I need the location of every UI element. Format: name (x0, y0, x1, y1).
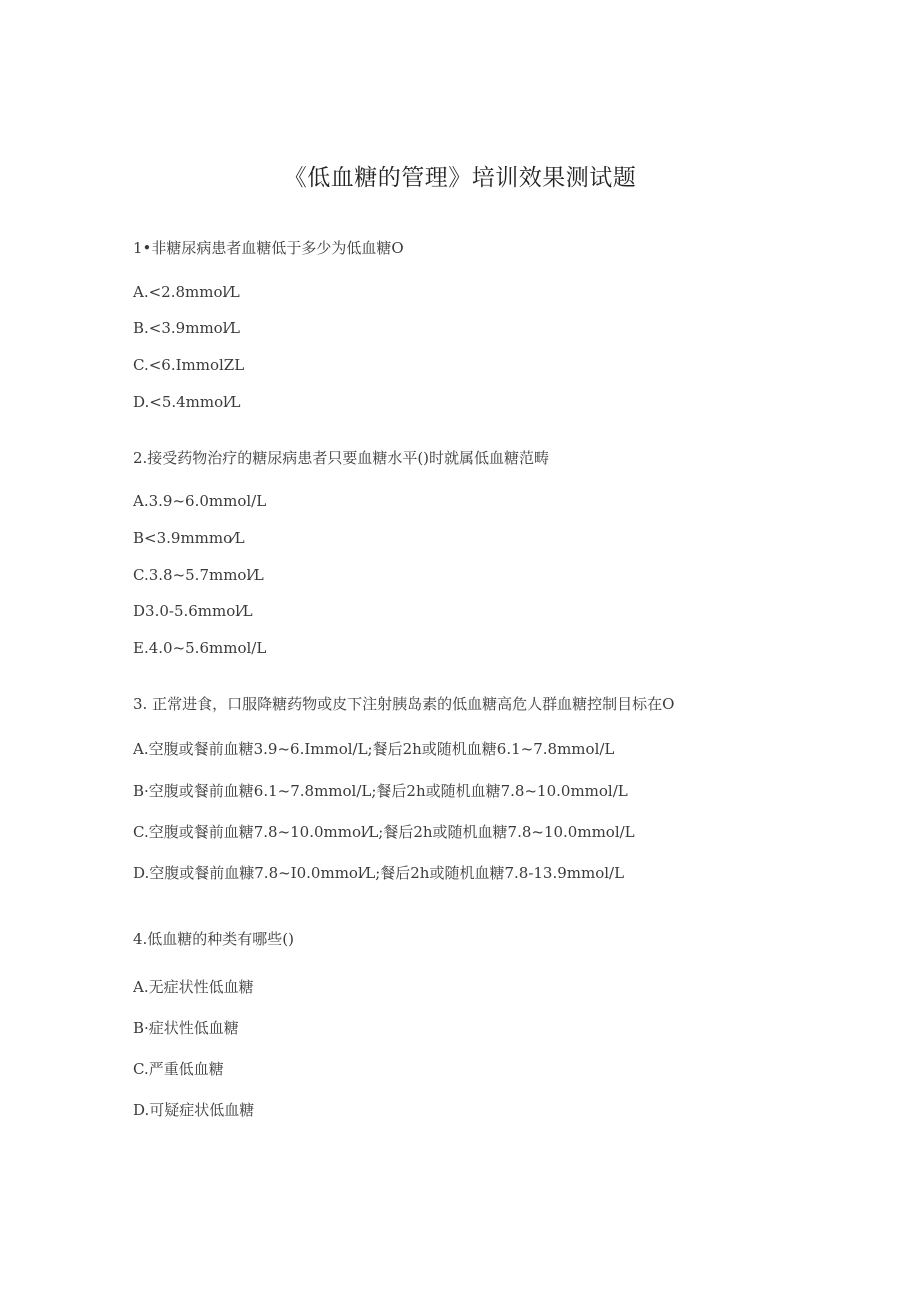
question-1-option-a: A.<2.8mmol⁄L (133, 283, 240, 301)
question-4-option-c: C.严重低血糖 (133, 1060, 224, 1078)
question-2-option-e: E.4.0~5.6mmol/L (133, 639, 267, 657)
question-1-option-b: B.<3.9mmol⁄L (133, 319, 240, 337)
question-4-option-a: A.无症状性低血糖 (133, 978, 254, 996)
question-2-option-a: A.3.9~6.0mmol/L (133, 492, 267, 510)
question-4-option-d: D.可疑症状低血糖 (133, 1101, 255, 1119)
question-1-option-c: C.<6.ImmolZL (133, 356, 245, 374)
question-2-stem: 2.接受药物治疗的糖尿病患者只要血糖水平()时就属低血糖范畴 (133, 449, 550, 467)
question-3-stem: 3. 正常进食，口服降糖药物或皮下注射胰岛素的低血糖高危人群血糖控制目标在O (133, 695, 675, 713)
question-2-option-b: B<3.9mmmo⁄L (133, 529, 245, 547)
question-4-stem: 4.低血糖的种类有哪些() (133, 930, 295, 948)
question-1-stem: 1•非糖尿病患者血糖低于多少为低血糖O (133, 239, 404, 257)
question-1-option-d: D.<5.4mmol⁄L (133, 393, 241, 411)
question-3-option-c: C.空腹或餐前血糖7.8~10.0mmol⁄L;餐后2h或随机血糖7.8~10.0mmol/L (133, 823, 635, 841)
question-2-option-c: C.3.8~5.7mmol⁄L (133, 566, 264, 584)
question-2-option-d: D3.0-5.6mmol⁄L (133, 602, 253, 620)
document-title: 《低血糖的管理》培训效果测试题 (283, 165, 637, 191)
question-3-option-d: D.空腹或餐前血糠7.8~I0.0mmol⁄L;餐后2h或随机血糖7.8-13.9mmol/L (133, 864, 625, 882)
question-3-option-a: A.空腹或餐前血糖3.9~6.Immol/L;餐后2h或随机血糖6.1~7.8mmol/L (133, 740, 615, 758)
question-3-option-b: B·空腹或餐前血糖6.1~7.8mmol/L;餐后2h或随机血糖7.8~10.0mmol/L (133, 782, 628, 800)
question-4-option-b: B·症状性低血糖 (133, 1019, 239, 1037)
